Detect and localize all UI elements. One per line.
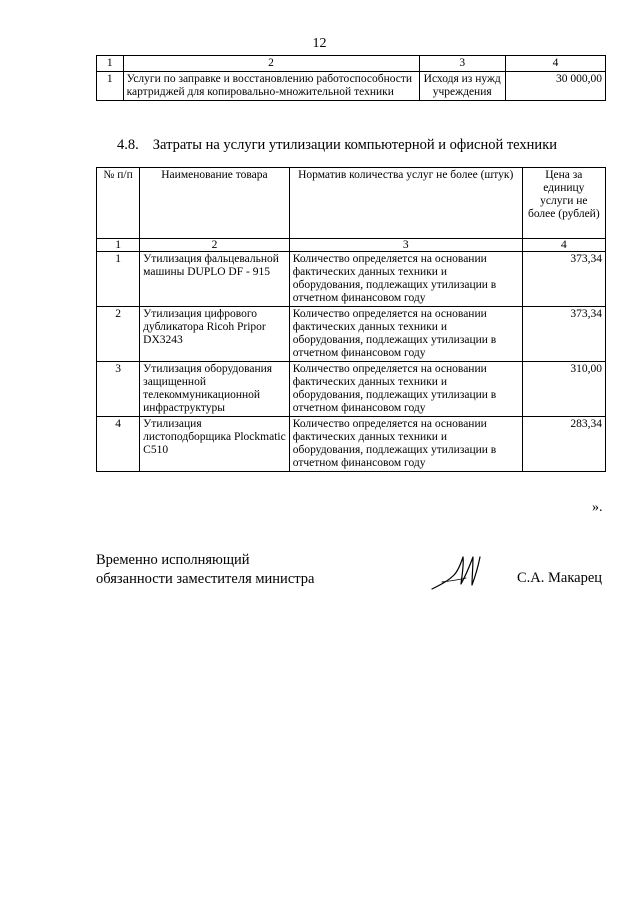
table-header-row bbox=[97, 168, 606, 239]
item-norm: Количество определяется на основании фактических данных техники и оборудования, подлежащих утилизации в отчетном финансовом году bbox=[289, 252, 522, 307]
table-row bbox=[97, 417, 606, 472]
section-title: Затраты на услуги утилизации компьютерной и офисной техники bbox=[152, 137, 558, 153]
item-norm: Количество определяется на основании фактических данных техники и оборудования, подлежащих утилизации в отчетном финансовом году bbox=[289, 417, 522, 472]
row-number: 1 bbox=[97, 252, 140, 307]
header-name: Наименование товара bbox=[140, 168, 290, 239]
table-row bbox=[97, 252, 606, 307]
index-cell: 4 bbox=[505, 56, 605, 72]
closing-quote: ». bbox=[592, 500, 603, 515]
signer-name: С.А. Макарец bbox=[517, 570, 603, 586]
table-index-row bbox=[97, 239, 606, 252]
handwritten-signature bbox=[428, 551, 488, 593]
index-cell: 2 bbox=[123, 56, 419, 72]
row-number: 3 bbox=[97, 362, 140, 417]
table-row bbox=[97, 307, 606, 362]
row-number: 2 bbox=[97, 307, 140, 362]
item-norm: Количество определяется на основании фактических данных техники и оборудования, подлежащих утилизации в отчетном финансовом году bbox=[289, 307, 522, 362]
index-cell: 2 bbox=[140, 239, 290, 252]
item-price: 373,34 bbox=[522, 307, 605, 362]
service-price: 30 000,00 bbox=[505, 72, 605, 101]
table-index-row bbox=[97, 56, 606, 72]
cartridge-service-table bbox=[96, 55, 606, 101]
item-name: Утилизация листоподборщика Plockmatic C510 bbox=[140, 417, 290, 472]
header-price: Цена за единицу услуги не более (рублей) bbox=[522, 168, 605, 239]
signatory-title-line2: обязанности заместителя министра bbox=[96, 571, 315, 587]
item-price: 373,34 bbox=[522, 252, 605, 307]
index-cell: 1 bbox=[97, 56, 124, 72]
item-price: 310,00 bbox=[522, 362, 605, 417]
section-heading bbox=[117, 137, 557, 154]
item-name: Утилизация оборудования защищенной телекоммуникационной инфраструктуры bbox=[140, 362, 290, 417]
disposal-services-table bbox=[96, 167, 606, 472]
section-number: 4.8. bbox=[117, 137, 139, 153]
page-number: 12 bbox=[312, 36, 327, 51]
index-cell: 3 bbox=[419, 56, 505, 72]
header-num: № п/п bbox=[97, 168, 140, 239]
header-norm: Норматив количества услуг не более (штук) bbox=[289, 168, 522, 239]
item-norm: Количество определяется на основании фактических данных техники и оборудования, подлежащих утилизации в отчетном финансовом году bbox=[289, 362, 522, 417]
signatory-title bbox=[96, 551, 314, 589]
row-number: 4 bbox=[97, 417, 140, 472]
table-row bbox=[97, 362, 606, 417]
index-cell: 4 bbox=[522, 239, 605, 252]
row-number: 1 bbox=[97, 72, 124, 101]
item-name: Утилизация фальцевальной машины DUPLO DF - 915 bbox=[140, 252, 290, 307]
index-cell: 3 bbox=[289, 239, 522, 252]
item-name: Утилизация цифрового дубликатора Ricoh Pripor DX3243 bbox=[140, 307, 290, 362]
service-norm: Исходя из нужд учреждения bbox=[419, 72, 505, 101]
index-cell: 1 bbox=[97, 239, 140, 252]
item-price: 283,34 bbox=[522, 417, 605, 472]
table-row bbox=[97, 72, 606, 101]
signatory-title-line1: Временно исполняющий bbox=[96, 552, 250, 568]
service-name: Услуги по заправке и восстановлению работоспособности картриджей для копировально-множительной техники bbox=[123, 72, 419, 101]
